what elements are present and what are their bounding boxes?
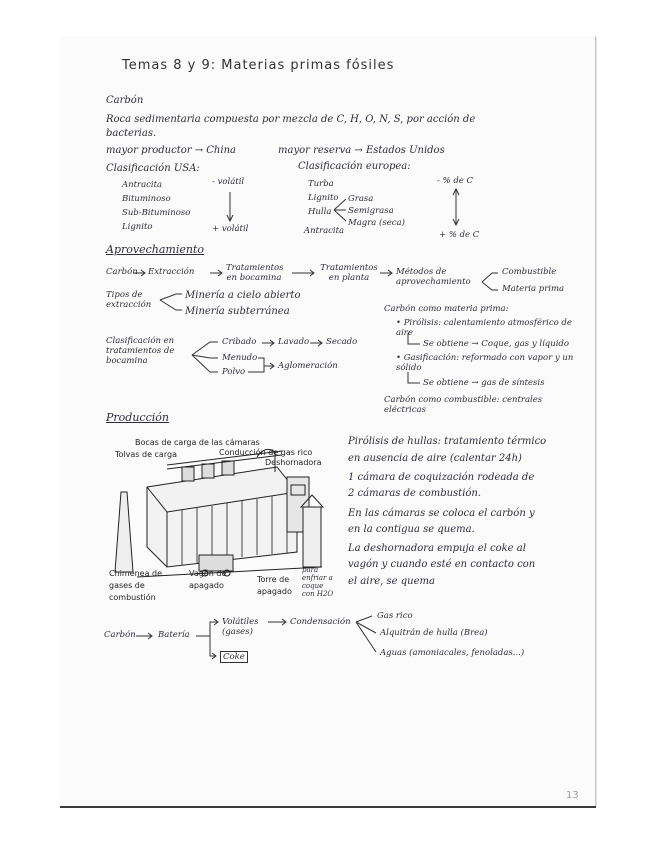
condensado-producto: Aguas (amoniacales, fenoladas...)	[380, 648, 525, 658]
label-deshornadora: Deshornadora	[265, 458, 322, 467]
hulla-type: Magra (seca)	[348, 218, 405, 228]
label-conduccion-gas: Conducción de gas rico	[219, 448, 313, 457]
usa-item: Antracita	[122, 180, 163, 190]
bottom-flow-volatiles: Volátiles (gases)	[222, 617, 259, 637]
usa-item: Bituminoso	[122, 194, 171, 204]
produccion-note: La deshornadora empuja el coke al	[348, 543, 526, 554]
gasificacion: • Gasificación: reformado con vapor y un sólido	[396, 353, 574, 373]
materia-prima-title: Carbón como materia prima:	[384, 304, 509, 314]
bottom-flow-coke: Coke	[220, 651, 248, 663]
mayor-productor: mayor productor → China	[106, 145, 236, 156]
bottom-flow-carbon: Carbón	[104, 630, 136, 640]
flow-planta: Tratamientos en planta	[320, 263, 378, 283]
produccion-note: 2 cámaras de combustión.	[348, 488, 482, 499]
label-vagon-apagado: Vagón de apagado	[189, 569, 227, 590]
usa-item: Sub-Bituminoso	[122, 208, 191, 218]
gasificacion-productos: Se obtiene → gas de síntesis	[423, 378, 545, 388]
aprovechamiento-heading: Aprovechamiento	[106, 243, 204, 256]
pirolisis-productos: Se obtiene → Coque, gas y líquido	[423, 339, 569, 349]
carbon-heading: Carbón	[106, 95, 144, 106]
carbon-definition-1: Roca sedimentaria compuesta por mezcla de C, H, O, N, S, por acción de	[106, 114, 476, 125]
hulla-type: Grasa	[348, 194, 374, 204]
eu-item: Antracita	[304, 226, 345, 236]
output-materia-prima: Materia prima	[502, 284, 565, 294]
flow-carbon: Carbón	[106, 267, 138, 277]
label-tolvas-carga: Tolvas de carga	[115, 450, 177, 459]
produccion-note: en la contigua se quema.	[348, 524, 475, 535]
clasificacion-bocamina-label: Clasificación en tratamientos de bocamina	[106, 336, 175, 366]
label-torre-apagado: Torre de apagado	[257, 575, 292, 596]
produccion-note: en ausencia de aire (calentar 24h)	[348, 453, 522, 464]
bottom-flow-condensacion: Condensación	[290, 617, 351, 627]
secado: Secado	[326, 337, 358, 347]
usa-item: Lignito	[122, 222, 153, 232]
mayor-reserva: mayor reserva → Estados Unidos	[278, 145, 445, 156]
eu-item: Hulla	[308, 207, 332, 217]
eu-scale-top: - % de C	[437, 176, 474, 186]
clasificacion-europea-title: Clasificación europea:	[298, 161, 411, 172]
eu-scale-bottom: + % de C	[439, 230, 480, 240]
hulla-type: Semigrasa	[348, 206, 394, 216]
polvo: Polvo	[222, 367, 246, 377]
produccion-note: vagón y cuando esté en contacto con	[348, 559, 536, 570]
tipos-extraccion-label: Tipos de extracción	[106, 290, 152, 310]
label-bocas-carga: Bocas de carga de las cámaras	[135, 438, 260, 447]
produccion-note: En las cámaras se coloca el carbón y	[348, 508, 535, 519]
eu-item: Lignito	[308, 193, 339, 203]
flow-bocamina: Tratamientos en bocamina	[226, 263, 284, 283]
page-number: 13	[566, 790, 579, 801]
carbon-combustible: Carbón como combustible: centrales eléctricas	[384, 395, 543, 415]
cribado: Cribado	[222, 337, 257, 347]
produccion-note: 1 cámara de coquización rodeada de	[348, 472, 535, 483]
condensado-producto: Gas rico	[377, 611, 413, 621]
bottom-flow-bateria: Batería	[158, 630, 190, 640]
flow-extraccion: Extracción	[148, 267, 195, 277]
condensado-producto: Alquitrán de hulla (Brea)	[380, 628, 488, 638]
clasificacion-usa-title: Clasificación USA:	[106, 163, 200, 174]
pirolisis: • Pirólisis: calentamiento atmosférico de aire	[396, 318, 572, 338]
label-chimenea: Chimenea de gases de combustión	[109, 569, 163, 602]
lavado: Lavado	[278, 337, 310, 347]
flow-metodos: Métodos de aprovechamiento	[396, 267, 471, 287]
aglomeracion: Aglomeración	[278, 361, 338, 371]
eu-item: Turba	[308, 179, 334, 189]
mineria-cielo-abierto: Minería a cielo abierto	[185, 290, 301, 301]
page-title: Temas 8 y 9: Materias primas fósiles	[122, 58, 395, 73]
produccion-note: el aire, se quema	[348, 576, 435, 587]
carbon-definition-2: bacterias.	[106, 128, 157, 139]
mineria-subterranea: Minería subterránea	[185, 306, 290, 317]
menudo: Menudo	[222, 353, 258, 363]
produccion-note: Pirólisis de hullas: tratamiento térmico	[348, 436, 547, 447]
usa-scale-top: - volátil	[212, 177, 245, 187]
usa-scale-bottom: + volátil	[212, 224, 249, 234]
produccion-heading: Producción	[106, 411, 169, 424]
output-combustible: Combustible	[502, 267, 557, 277]
label-para-enfriar: para enfriar a coque con H2O	[302, 566, 334, 598]
